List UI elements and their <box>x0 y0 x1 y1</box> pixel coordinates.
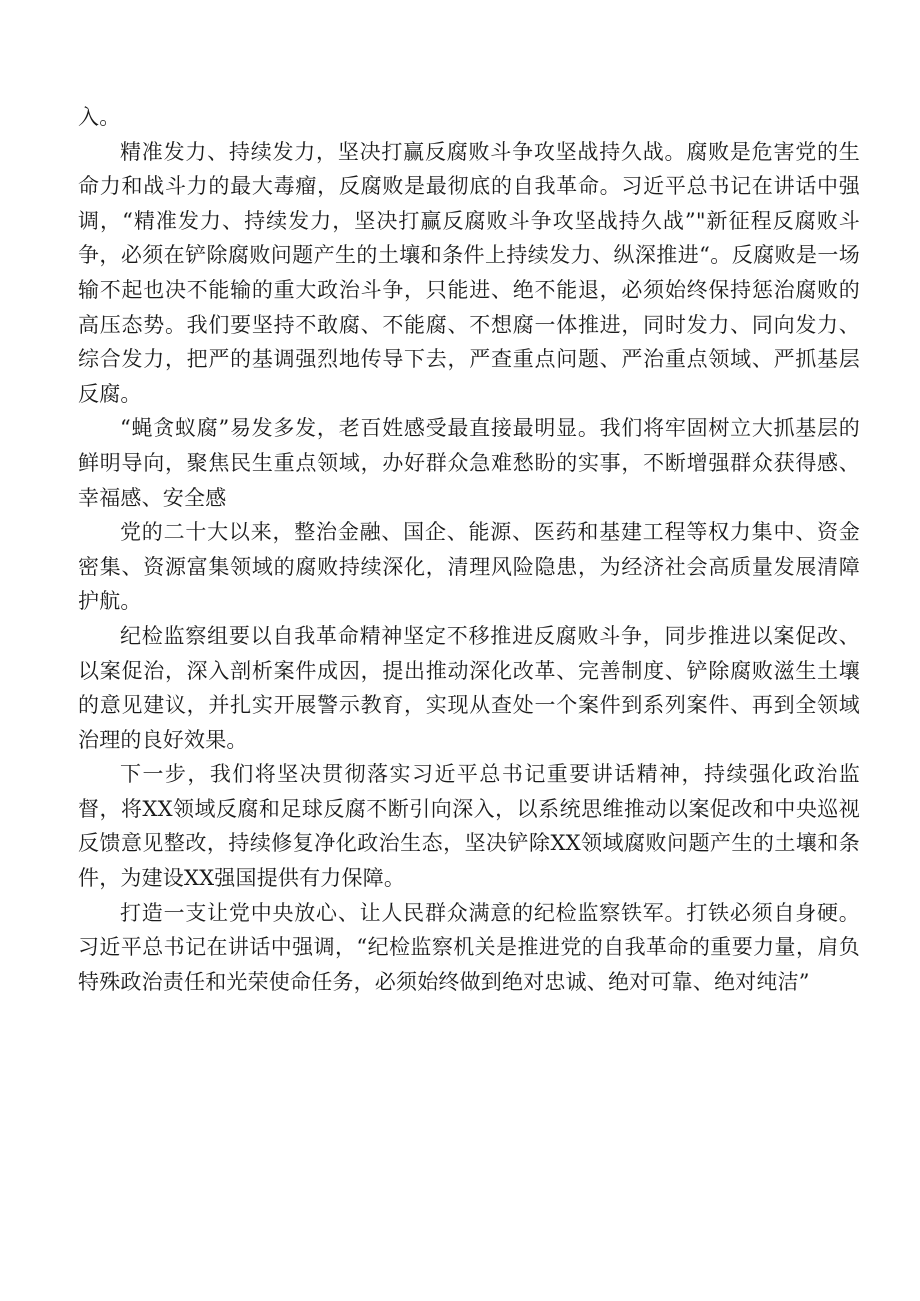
paragraph-next-steps: 下一步，我们将坚决贯彻落实习近平总书记重要讲话精神，持续强化政治监督，将XX领域反腐和足球反腐不断引向深入，以系统思维推动以案促改和中央巡视反馈意见整改，持续修复净化政治生态，坚决铲除XX领域腐败问题产生的土壤和条件，为建设XX强国提供有力保障。 <box>78 762 860 891</box>
paragraph-continuation: 入。 <box>78 105 121 129</box>
paragraph-twentieth-congress: 党的二十大以来，整治金融、国企、能源、医药和基建工程等权力集中、资金密集、资源富集领域的腐败持续深化，清理风险隐患，为经济社会高质量发展清障护航。 <box>78 520 860 614</box>
paragraph-anti-corruption-struggle: 精准发力、持续发力，坚决打赢反腐败斗争攻坚战持久战。腐败是危害党的生命力和战斗力的最大毒瘤，反腐败是最彻底的自我革命。习近平总书记在讲话中强调，“精准发力、持续发力，坚决打赢反腐败斗争攻坚战持久战”"新征程反腐败斗争，必须在铲除腐败问题产生的土壤和条件上持续发力、纵深推进“。反腐败是一场输不起也决不能输的重大政治斗争，只能进、绝不能退，必须始终保持惩治腐败的高压态势。我们要坚持不敢腐、不能腐、不想腐一体推进，同时发力、同向发力、综合发力，把严的基调强烈地传导下去，严查重点问题、严治重点领域、严抓基层反腐。 <box>78 139 860 406</box>
paragraph-grassroots-corruption: “蝇贪蚁腐”易发多发，老百姓感受最直接最明显。我们将牢固树立大抓基层的鲜明导向，聚焦民生重点领域，办好群众急难愁盼的实事，不断增强群众获得感、幸福感、安全感 <box>78 416 860 510</box>
paragraph-discipline-inspection-group: 纪检监察组要以自我革命精神坚定不移推进反腐败斗争，同步推进以案促改、以案促治，深入剖析案件成因，提出推动深化改革、完善制度、铲除腐败滋生土壤的意见建议，并扎实开展警示教育，实现从查处一个案件到系列案件、再到全领域治理的良好效果。 <box>78 623 860 752</box>
paragraph-iron-army: 打造一支让党中央放心、让人民群众满意的纪检监察铁军。打铁必须自身硬。习近平总书记在讲话中强调，“纪检监察机关是推进党的自我革命的重要力量，肩负特殊政治责任和光荣使命任务，必须始终做到绝对忠诚、绝对可靠、绝对纯洁” <box>78 900 860 994</box>
